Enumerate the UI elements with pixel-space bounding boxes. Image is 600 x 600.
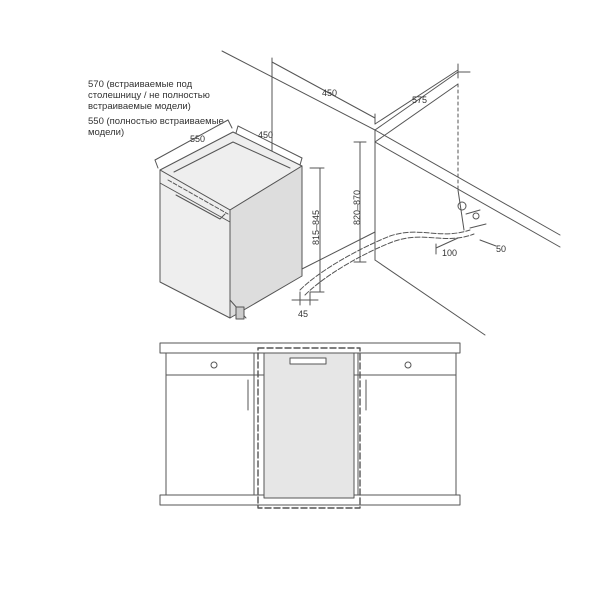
dishwasher-front-panel — [258, 348, 360, 508]
tap-offset-label: 50 — [496, 244, 507, 254]
depth-label: 550 — [190, 134, 206, 144]
note-line: 550 (полностью встраиваемые — [88, 116, 224, 127]
dishwasher-body — [160, 132, 302, 319]
note-line: столешницу / не полностью — [88, 90, 210, 101]
hose-offset-label: 100 — [442, 248, 458, 258]
toe-label: 45 — [298, 309, 309, 319]
niche-width-label: 450 — [322, 88, 338, 98]
water-tap — [458, 190, 486, 230]
hoses — [300, 230, 474, 295]
note-line: встраиваемые модели) — [88, 101, 191, 112]
niche-height-label: 820–870 — [352, 189, 362, 225]
niche-width-dimension — [272, 58, 375, 124]
width-label: 450 — [258, 130, 274, 140]
niche-depth-label: 575 — [412, 95, 428, 105]
note-line: 570 (встраиваемые под — [88, 79, 193, 90]
note-line: модели) — [88, 127, 125, 138]
niche-height-dimension — [352, 142, 366, 262]
hose-offset-dimension — [436, 238, 458, 258]
tap-offset-dimension — [480, 240, 506, 254]
toe-dimension — [292, 292, 318, 319]
height-label: 815–845 — [311, 209, 321, 245]
niche-depth-dimension — [375, 64, 458, 124]
height-dimension — [310, 168, 324, 292]
